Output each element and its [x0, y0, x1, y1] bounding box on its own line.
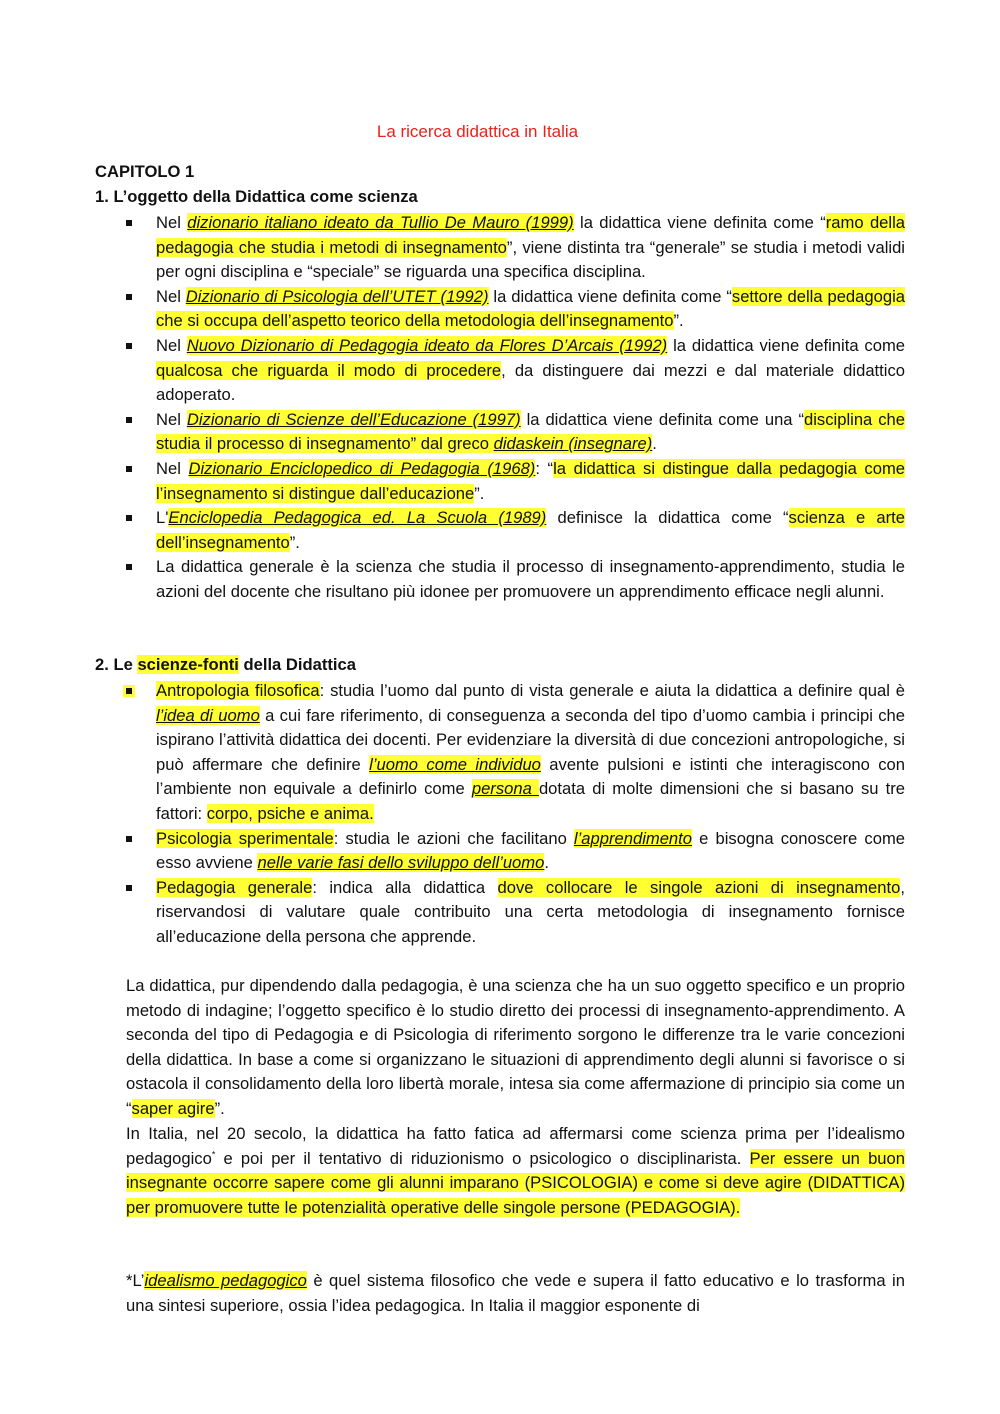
bullet-icon [126, 220, 132, 226]
highlight: settore della pedagogia che si occupa dell’aspetto teorico della metodologia dell’insegnamento [156, 286, 905, 331]
bullet-icon [126, 417, 132, 423]
highlight: Psicologia sperimentale [156, 828, 334, 848]
list-item: Nel Dizionario di Scienze dell’Educazione (1997) la didattica viene definita come una “disciplina che studia il processo di insegnamento” dal greco didaskein (insegnare). [95, 408, 905, 457]
section-2-list [95, 679, 905, 950]
bullet-icon [126, 564, 132, 570]
reference-link: idealismo pedagogico [144, 1271, 307, 1290]
reference-link: dizionario italiano ideato da Tullio De Mauro (1999) [187, 213, 574, 232]
highlight: qualcosa che riguarda il modo di procedere [156, 360, 502, 380]
bullet-icon [126, 343, 132, 349]
bullet-icon [126, 515, 132, 521]
paragraph-italia: In Italia, nel 20 secolo, la didattica ha fatto fatica ad affermarsi come scienza prima per l’idealismo pedagogico* e poi per il tentativo di riduzionismo o psicologico o disciplinarista. Per essere un buon insegnante occorre sapere come gli alunni imparano (PSICOLOGIA) e come si deve agire (DIDATTICA) per promuovere tutte le potenzialità operative delle singole persone (PEDAGOGIA). [126, 1124, 905, 1217]
highlight: scienza e arte dell’insegnamento [156, 508, 905, 552]
list-item: Nel dizionario italiano ideato da Tullio De Mauro (1999) la didattica viene definita come “ramo della pedagogia che studia i metodi di insegnamento”, viene distinta tra “generale” se studia i metodi validi per ogni disciplina e “speciale” se riguarda una specifica disciplina. [95, 211, 905, 285]
highlight: Pedagogia generale [156, 877, 313, 897]
list-item: La didattica generale è la scienza che studia il processo di insegnamento-apprendimento, studia le azioni del docente che risultano più idonee per promuovere un apprendimento efficace negli alunni. [95, 555, 905, 604]
highlight: disciplina che studia il processo di insegnamento” dal greco [156, 409, 905, 454]
reference-link: didaskein (insegnare) [493, 434, 653, 454]
section-2-heading: 2. Le scienze-fonti della Didattica [95, 655, 356, 674]
section-1-list [95, 211, 905, 605]
highlight: dove collocare le singole azioni di insegnamento [497, 877, 901, 897]
footnote: *L’idealismo pedagogico è quel sistema filosofico che vede e supera il fatto educativo e lo trasforma in una sintesi superiore, ossia l’idea pedagogica. In Italia il maggior esponente di [126, 1271, 905, 1315]
bullet-icon [126, 836, 132, 842]
section-1-heading: 1. L’oggetto della Didattica come scienza [95, 187, 418, 206]
highlight: Antropologia filosofica [156, 681, 320, 700]
highlight: ramo della pedagogia che studia i metodi di insegnamento [156, 213, 905, 257]
reference-link: Nuovo Dizionario di Pedagogia ideato da Flores D’Arcais (1992) [186, 335, 668, 355]
list-item: Nel Nuovo Dizionario di Pedagogia ideato da Flores D’Arcais (1992) la didattica viene definita come qualcosa che riguarda il modo di procedere, da distinguere dai mezzi e dal materiale didattico adoperato. [95, 334, 905, 408]
highlight: la didattica si distingue dalla pedagogia come l’insegnamento si distingue dall’educazione [156, 458, 905, 503]
reference-link: l’uomo come individuo [369, 754, 541, 774]
reference-link: l’apprendimento [573, 828, 692, 848]
reference-link: l’idea di uomo [156, 705, 260, 725]
reference-link: persona [471, 779, 539, 799]
reference-link: Dizionario di Psicologia dell’UTET (1992) [185, 286, 489, 306]
list-item: Nel Dizionario Enciclopedico di Pedagogia (1968): “la didattica si distingue dalla pedagogia come l’insegnamento si distingue dall’educazione”. [95, 457, 905, 506]
list-item: Nel Dizionario di Psicologia dell’UTET (1992) la didattica viene definita come “settore della pedagogia che si occupa dell’aspetto teorico della metodologia dell’insegnamento”. [95, 285, 905, 334]
bullet-icon [126, 466, 132, 472]
highlight: corpo, psiche e anima. [206, 803, 374, 823]
reference-link: nelle varie fasi dello sviluppo dell’uomo [257, 853, 545, 873]
bullet-icon [126, 688, 132, 694]
list-item: L'Enciclopedia Pedagogica ed. La Scuola (1989) definisce la didattica come “scienza e arte dell’insegnamento”. [95, 506, 905, 555]
chapter-heading: CAPITOLO 1 [95, 162, 195, 181]
highlight: Per essere un buon insegnante occorre sapere come gli alunni imparano (PSICOLOGIA) e come si deve agire (DIDATTICA) per promuovere tutte le potenzialità operative delle singole persone (PEDAGOGIA). [126, 1148, 905, 1217]
document-title: La ricerca didattica in Italia [376, 122, 579, 141]
bullet-icon [126, 885, 132, 891]
reference-link: Enciclopedia Pedagogica ed. La Scuola (1989) [168, 508, 547, 528]
list-item: Psicologia sperimentale: studia le azioni che facilitano l’apprendimento e bisogna conoscere come esso avviene nelle varie fasi dello sviluppo dell’uomo. [95, 827, 905, 876]
list-item: Pedagogia generale: indica alla didattica dove collocare le singole azioni di insegnamento, riservandosi di valutare quale contribuito una certa metodologia di insegnamento fornisce all’educazione della persona che apprende. [95, 876, 905, 950]
reference-link: Dizionario di Scienze dell’Educazione (1997) [186, 409, 521, 429]
reference-link: Dizionario Enciclopedico di Pedagogia (1968) [188, 458, 536, 478]
footnote-marker: * [211, 1149, 216, 1160]
paragraph-didattica: La didattica, pur dipendendo dalla pedagogia, è una scienza che ha un suo oggetto specifico e un proprio metodo di indagine; l’oggetto specifico è lo studio diretto dei processi di insegnamento-apprendimento. A seconda del tipo di Pedagogia e di Psicologia di riferimento sorgono le differenze tra le varie concezioni della didattica. In base a come si organizzano le situazioni di apprendimento degli alunni si favorisce o si ostacola il consolidamento della loro libertà morale, intesa sia come affermazione di principio sia come un “saper agire”. [126, 976, 905, 1118]
list-item: Antropologia filosofica: studia l’uomo dal punto di vista generale e aiuta la didattica a definire qual è l’idea di uomo a cui fare riferimento, di conseguenza a seconda del tipo d’uomo cambia i principi che ispirano l’attività didattica dei docenti. Per evidenziare la diversità di due concezioni antropologiche, si può affermare che definire l’uomo come individuo avente pulsioni e istinti che interagiscono con l’ambiente non equivale a definirlo come persona dotata di molte dimensioni che si basano su tre fattori: corpo, psiche e anima. [95, 679, 905, 827]
bullet-icon [126, 294, 132, 300]
highlight: saper agire [131, 1098, 215, 1118]
